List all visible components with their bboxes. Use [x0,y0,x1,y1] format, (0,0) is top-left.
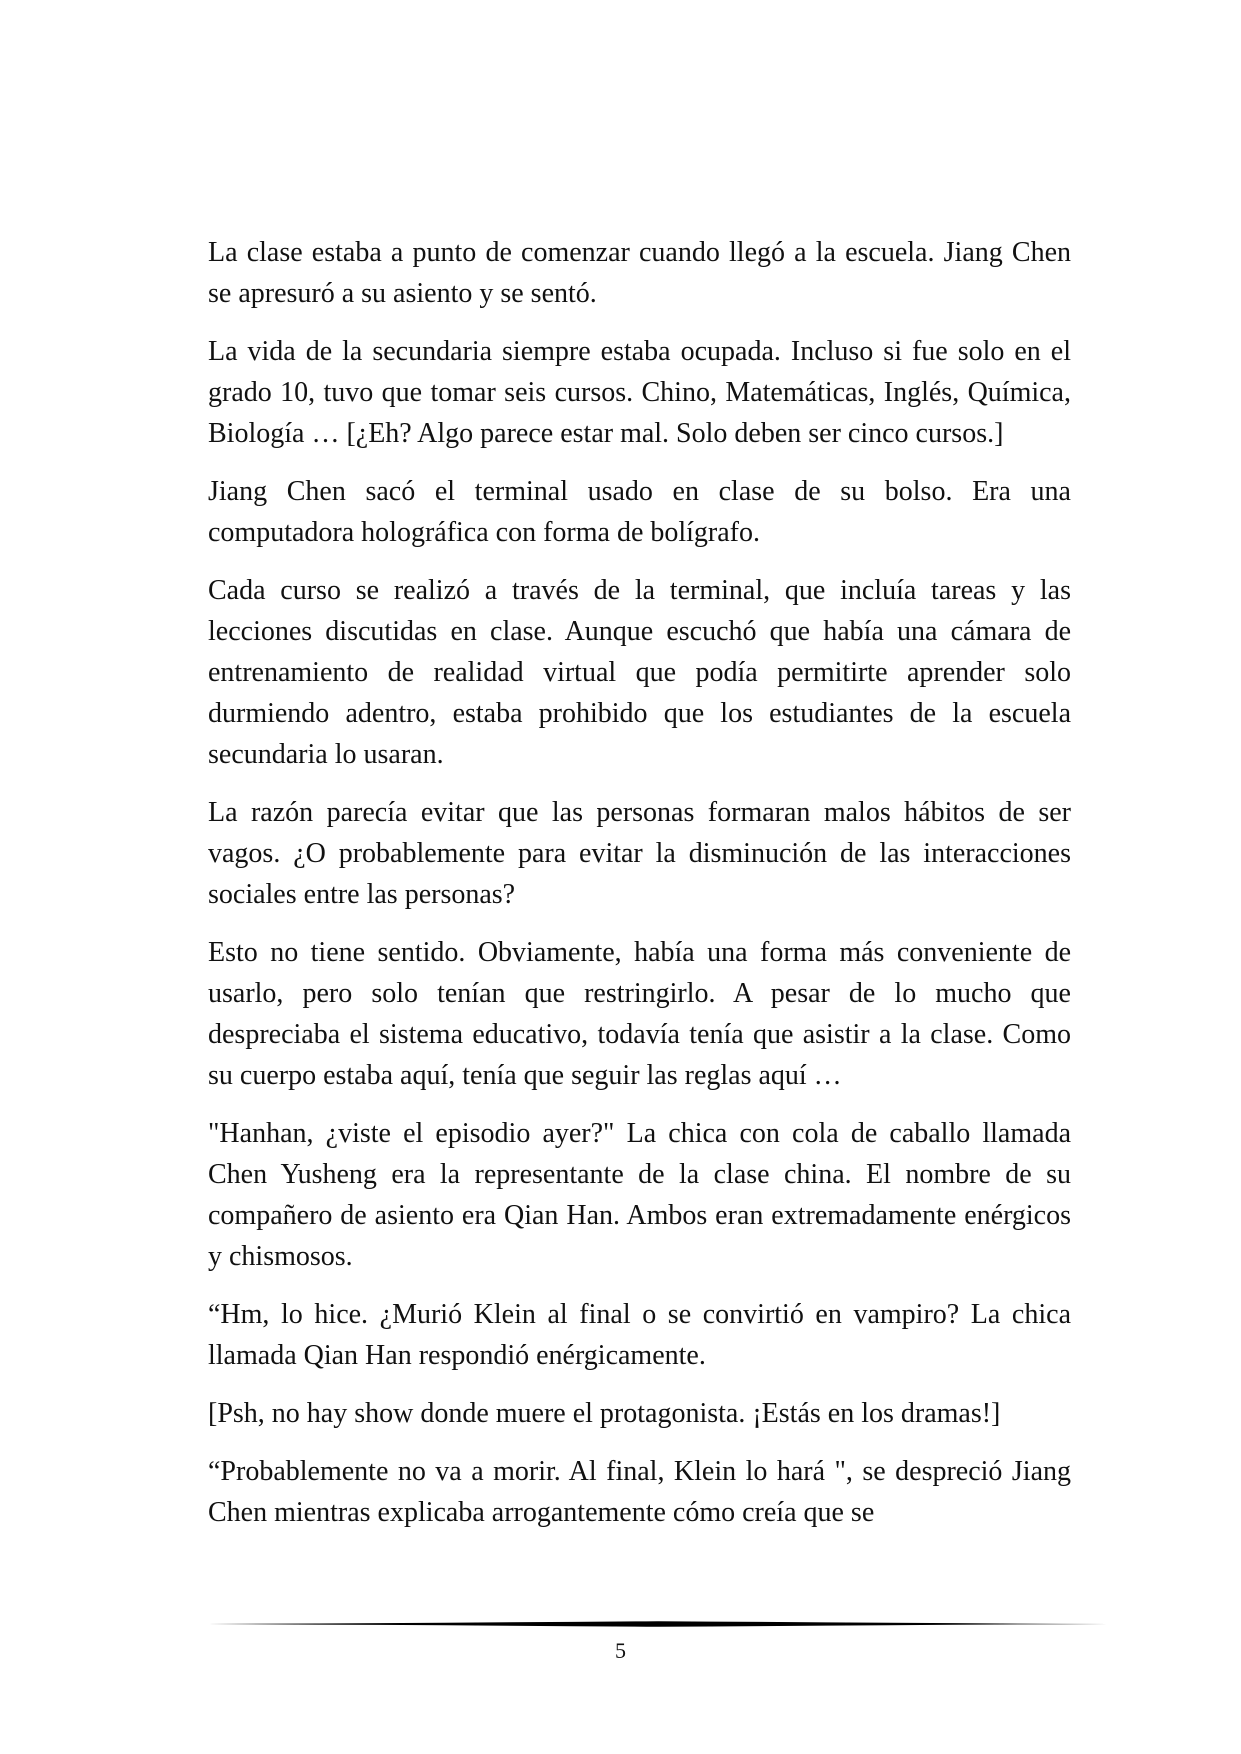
paragraph: [Psh, no hay show donde muere el protagonista. ¡Estás en los dramas!] [208,1398,1001,1429]
paragraph: Jiang Chen sacó el terminal usado en clase de su bolso. Era una computadora holográfica con forma de bolígrafo. [208,476,1071,548]
footer-rule [208,1618,1108,1630]
paragraph: Esto no tiene sentido. Obviamente, había una forma más conveniente de usarlo, pero solo tenían que restringirlo. A pesar de lo mucho que despreciaba el sistema educativo, todavía tenía que asistir a la clase. Como su cuerpo estaba aquí, tenía que seguir las reglas aquí … [208,937,1071,1091]
paragraph: La vida de la secundaria siempre estaba ocupada. Incluso si fue solo en el grado 10, tuvo que tomar seis cursos. Chino, Matemáticas, Inglés, Química, Biología … [¿Eh? Algo parece estar mal. Solo deben ser cinco cursos.] [208,336,1071,449]
paragraph-continued: “Probablemente no va a morir. Al final, Klein lo hará ", se despreció Jiang Chen mientras explicaba arrogantemente cómo creía que se [208,1456,1071,1528]
paragraph: La clase estaba a punto de comenzar cuando llegó a la escuela. Jiang Chen se apresuró a su asiento y se sentó. [208,237,1071,309]
paragraph: Cada curso se realizó a través de la terminal, que incluía tareas y las lecciones discutidas en clase. Aunque escuchó que había una cámara de entrenamiento de realidad virtual que podía permitirte aprender solo durmiendo adentro, estaba prohibido que los estudiantes de la escuela secundaria lo usaran. [208,575,1071,770]
paragraph: La razón parecía evitar que las personas formaran malos hábitos de ser vagos. ¿O probablemente para evitar la disminución de las interacciones sociales entre las personas? [208,797,1071,910]
paragraph: “Hm, lo hice. ¿Murió Klein al final o se convirtió en vampiro? La chica llamada Qian Han respondió enérgicamente. [208,1299,1071,1371]
page-number: 5 [615,1638,626,1663]
body-text [208,232,1071,1550]
paragraph: "Hanhan, ¿viste el episodio ayer?" La chica con cola de caballo llamada Chen Yusheng era la representante de la clase china. El nombre de su compañero de asiento era Qian Han. Ambos eran extremadamente enérgicos y chismosos. [208,1118,1071,1272]
